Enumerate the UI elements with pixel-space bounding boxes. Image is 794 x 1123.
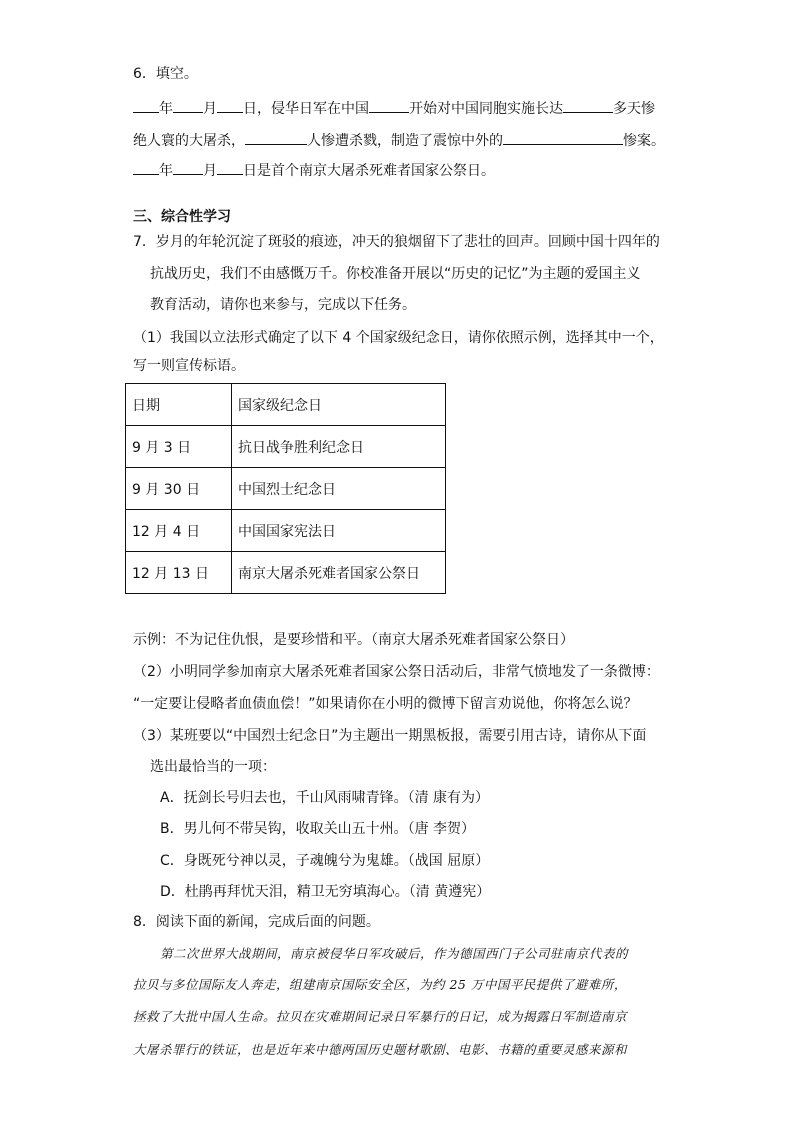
header-memorial-day: 国家级纪念日: [232, 384, 446, 426]
row-memorial-day: 抗日战争胜利纪念日: [232, 426, 446, 468]
q6-text: 年: [159, 163, 173, 179]
q7-part2-line-1: （2）小明同学参加南京大屠杀死难者国家公祭日活动后，非常气愤地发了一条微博：: [133, 664, 660, 680]
news-line-4: 大屠杀罪行的铁证，也是近年来中德两国历史题材歌剧、电影、书籍的重要灵感来源和: [133, 1042, 628, 1057]
section-heading: 三、综合性学习: [133, 209, 231, 225]
q7-part3-line-2: 选出最恰当的一项：: [150, 759, 276, 775]
q7-part3-line-1: （3）某班要以“中国烈士纪念日”为主题出一期黑板报，需要引用古诗，请你从下面: [133, 728, 647, 744]
q6-text: 月: [203, 101, 217, 117]
blank-massacre[interactable]: [503, 129, 623, 145]
q8-title: 8．阅读下面的新闻，完成后面的问题。: [133, 914, 380, 930]
q6-text: 惨案。: [623, 133, 665, 149]
blank-year[interactable]: [133, 97, 159, 113]
q7-part2-line-2: “一定要让侵略者血债血偿！”如果请你在小明的微博下留言劝说他，你将怎么说？: [133, 696, 638, 712]
option-d[interactable]: D．杜鹃再拜忧天泪，精卫无穷填海心。（清 黄遵宪）: [160, 884, 491, 900]
row-memorial-day: 南京大屠杀死难者国家公祭日: [232, 552, 446, 594]
table-row: [126, 510, 446, 552]
q6-line-1: [133, 97, 655, 119]
table-row: [126, 552, 446, 594]
blank-year[interactable]: [133, 159, 159, 175]
table-row: [126, 468, 446, 510]
q6-text: 年: [159, 101, 173, 117]
row-date: 12 月 4 日: [126, 510, 232, 552]
q6-line-2: [133, 129, 665, 151]
blank-month[interactable]: [173, 159, 203, 175]
option-a[interactable]: A．抚剑长号归去也，千山风雨啸青锋。（清 康有为）: [160, 790, 490, 806]
row-memorial-day: 中国国家宪法日: [232, 510, 446, 552]
q6-text: 人惨遭杀戮，制造了震惊中外的: [307, 133, 503, 149]
q7-intro-3: 教育活动，请你也来参与，完成以下任务。: [150, 297, 416, 313]
q7-example: 示例：不为记住仇恨，是要珍惜和平。（南京大屠杀死难者国家公祭日）: [133, 632, 574, 648]
table-row: [126, 426, 446, 468]
q6-title: 6．填空。: [133, 66, 198, 82]
option-b[interactable]: B．男儿何不带吴钩，收取关山五十州。（唐 李贺）: [160, 821, 476, 837]
option-c[interactable]: C．身既死兮神以灵，子魂魄兮为鬼雄。（战国 屈原）: [160, 853, 490, 869]
row-date: 9 月 30 日: [126, 468, 232, 510]
row-date: 12 月 13 日: [126, 552, 232, 594]
blank-day[interactable]: [217, 97, 243, 113]
header-date: 日期: [126, 384, 232, 426]
q7-intro-1: 7．岁月的年轮沉淀了斑驳的痕迹，冲天的狼烟留下了悲壮的回声。回顾中国十四年的: [133, 234, 660, 250]
q6-text: 开始对中国同胞实施长达: [409, 101, 563, 117]
blank-day[interactable]: [217, 159, 243, 175]
row-date: 9 月 3 日: [126, 426, 232, 468]
row-memorial-day: 中国烈士纪念日: [232, 468, 446, 510]
q7-intro-2: 抗战历史，我们不由感慨万千。你校准备开展以“历史的记忆”为主题的爱国主义: [150, 266, 641, 282]
blank-city[interactable]: [369, 97, 409, 113]
blank-days[interactable]: [563, 97, 613, 113]
news-line-1: 第二次世界大战期间，南京被侵华日军攻破后，作为德国西门子公司驻南京代表的: [160, 946, 629, 961]
blank-month[interactable]: [173, 97, 203, 113]
q6-line-3: [133, 159, 495, 181]
q6-text: 绝人寰的大屠杀，: [133, 133, 245, 149]
table-header-row: [126, 384, 446, 426]
q7-part1-line-1: （1）我国以立法形式确定了以下 4 个国家级纪念日，请你依照示例，选择其中一个，: [133, 330, 664, 346]
memorial-day-table: [125, 383, 446, 594]
blank-victims[interactable]: [245, 129, 307, 145]
q6-text: 多天惨: [613, 101, 655, 117]
news-line-3: 拯救了大批中国人生命。拉贝在灾难期间记录日军暴行的日记，成为揭露日军制造南京: [133, 1009, 628, 1024]
news-line-2: 拉贝与多位国际友人奔走，组建南京国际安全区，为约 25 万中国平民提供了避难所，: [133, 977, 627, 992]
q6-text: 日，侵华日军在中国: [243, 101, 369, 117]
q7-part1-line-2: 写一则宣传标语。: [133, 358, 245, 374]
q6-text: 月: [203, 163, 217, 179]
q6-text: 日是首个南京大屠杀死难者国家公祭日。: [243, 163, 495, 179]
